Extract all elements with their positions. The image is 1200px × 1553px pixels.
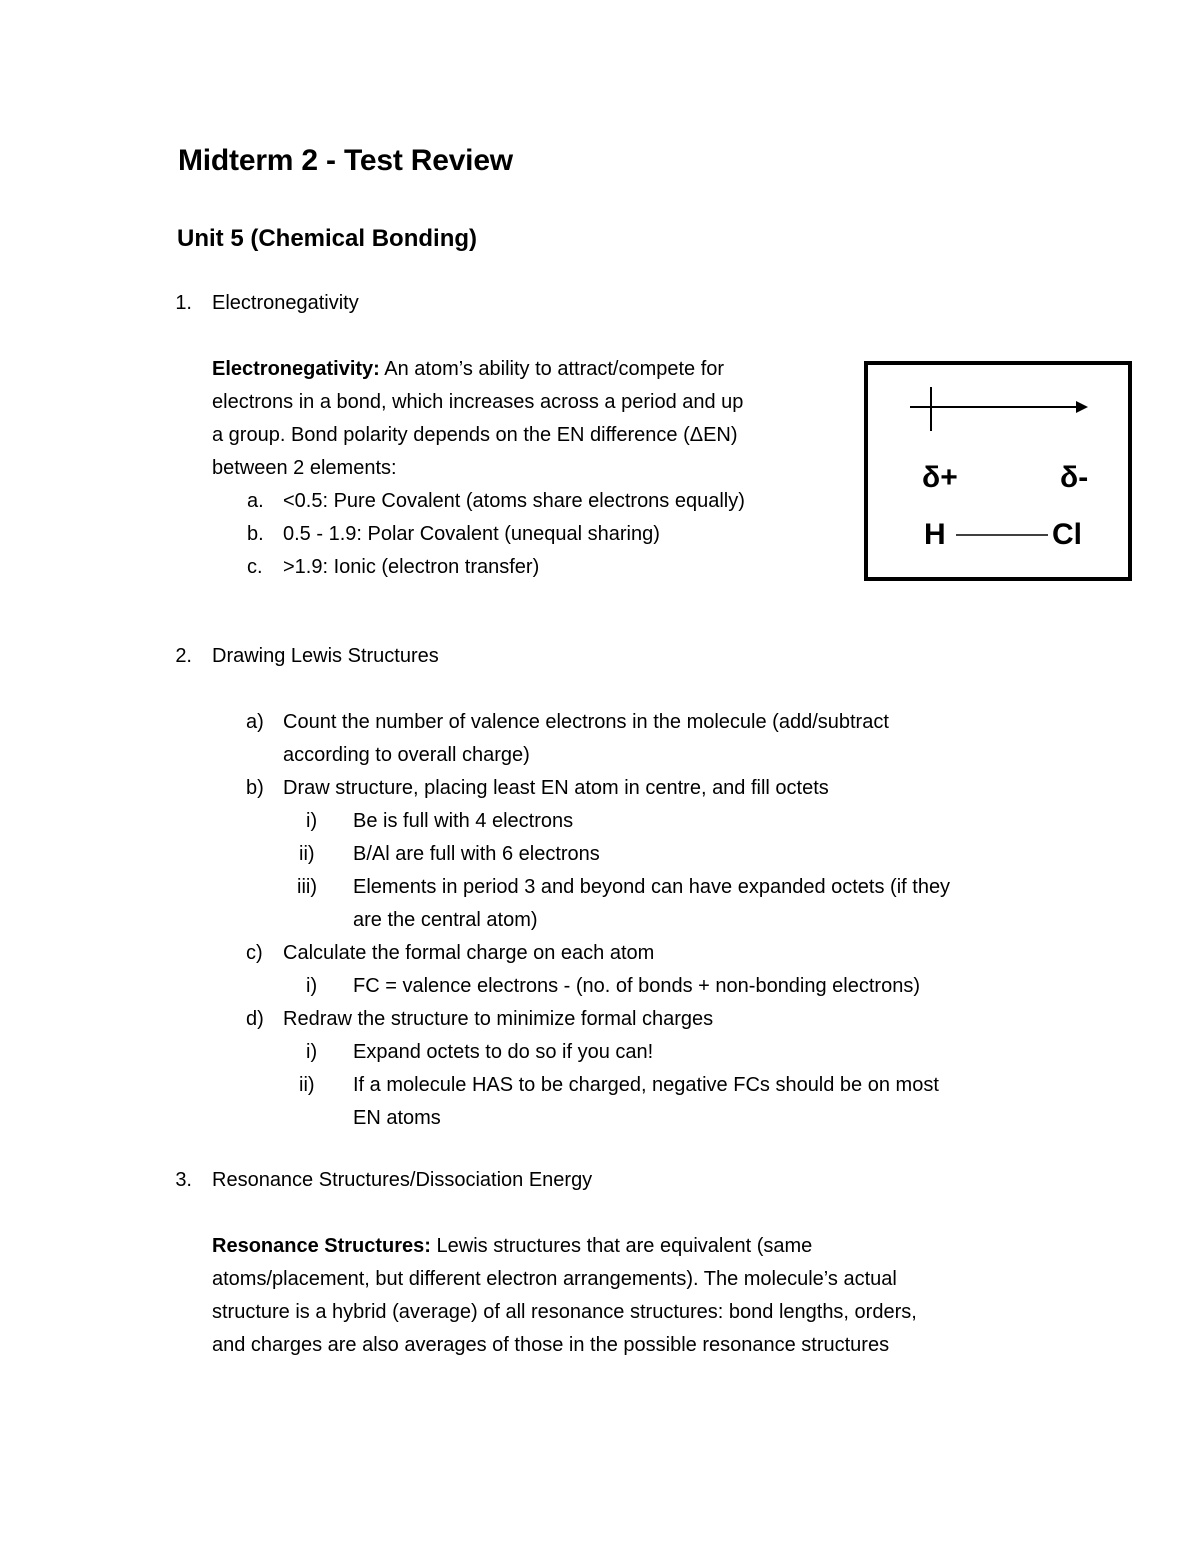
list-item: <0.5: Pure Covalent (atoms share electrons equally) xyxy=(283,490,745,512)
definition-line: An atom’s ability to attract/compete for xyxy=(379,358,725,380)
electronegativity-definition xyxy=(212,353,724,386)
definition-line: and charges are also averages of those in the possible resonance structures xyxy=(212,1334,890,1356)
list-item: Be is full with 4 electrons xyxy=(353,810,574,832)
list-marker: a) xyxy=(246,711,264,733)
list-marker: c. xyxy=(247,556,263,578)
list-marker: i) xyxy=(306,1041,318,1063)
list-item: Calculate the formal charge on each atom xyxy=(283,942,655,964)
list-marker: ii) xyxy=(299,843,315,865)
section-2-number: 2. xyxy=(175,645,192,667)
list-item: B/Al are full with 6 electrons xyxy=(353,843,600,865)
list-marker: i) xyxy=(306,810,318,832)
dipole-arrow-icon xyxy=(868,365,1128,577)
dipole-diagram xyxy=(864,361,1132,581)
definition-line: atoms/placement, but different electron arrangements). The molecule’s actual xyxy=(212,1268,897,1290)
list-item: FC = valence electrons - (no. of bonds + non-bonding electrons) xyxy=(353,975,920,997)
definition-line: between 2 elements: xyxy=(212,457,397,479)
list-item: >1.9: Ionic (electron transfer) xyxy=(283,556,540,578)
definition-term: Resonance Structures: xyxy=(212,1235,431,1257)
list-marker: d) xyxy=(246,1008,264,1030)
page-title: Midterm 2 - Test Review xyxy=(178,144,513,177)
list-marker: ii) xyxy=(299,1074,315,1096)
atom-h: H xyxy=(924,518,946,551)
list-item: are the central atom) xyxy=(353,909,538,931)
definition-term: Electronegativity: xyxy=(212,358,380,380)
list-item: Redraw the structure to minimize formal charges xyxy=(283,1008,714,1030)
delta-plus: δ+ xyxy=(922,461,958,494)
section-3-heading: Resonance Structures/Dissociation Energy xyxy=(212,1169,593,1191)
list-item: Expand octets to do so if you can! xyxy=(353,1041,654,1063)
section-3-number: 3. xyxy=(175,1169,192,1191)
list-marker: b. xyxy=(247,523,264,545)
atom-cl: Cl xyxy=(1052,518,1082,551)
definition-line: a group. Bond polarity depends on the EN difference (ΔEN) xyxy=(212,424,738,446)
resonance-definition xyxy=(212,1230,812,1263)
list-item: EN atoms xyxy=(353,1107,441,1129)
delta-minus: δ- xyxy=(1060,461,1089,494)
definition-line: structure is a hybrid (average) of all resonance structures: bond lengths, orders, xyxy=(212,1301,917,1323)
list-marker: iii) xyxy=(297,876,317,898)
section-2-heading: Drawing Lewis Structures xyxy=(212,645,439,667)
unit-heading: Unit 5 (Chemical Bonding) xyxy=(177,225,477,252)
section-1-number: 1. xyxy=(175,292,192,314)
definition-line: electrons in a bond, which increases across a period and up xyxy=(212,391,744,413)
list-marker: b) xyxy=(246,777,264,799)
section-1-heading: Electronegativity xyxy=(212,292,359,314)
list-item: Draw structure, placing least EN atom in centre, and fill octets xyxy=(283,777,829,799)
definition-line: Lewis structures that are equivalent (same xyxy=(430,1235,813,1257)
list-marker: c) xyxy=(246,942,263,964)
list-item: If a molecule HAS to be charged, negative FCs should be on most xyxy=(353,1074,939,1096)
list-item: Count the number of valence electrons in the molecule (add/subtract xyxy=(283,711,889,733)
list-marker: i) xyxy=(306,975,318,997)
list-item: 0.5 - 1.9: Polar Covalent (unequal sharing) xyxy=(283,523,660,545)
list-item: Elements in period 3 and beyond can have expanded octets (if they xyxy=(353,876,951,898)
list-marker: a. xyxy=(247,490,264,512)
list-item: according to overall charge) xyxy=(283,744,530,766)
